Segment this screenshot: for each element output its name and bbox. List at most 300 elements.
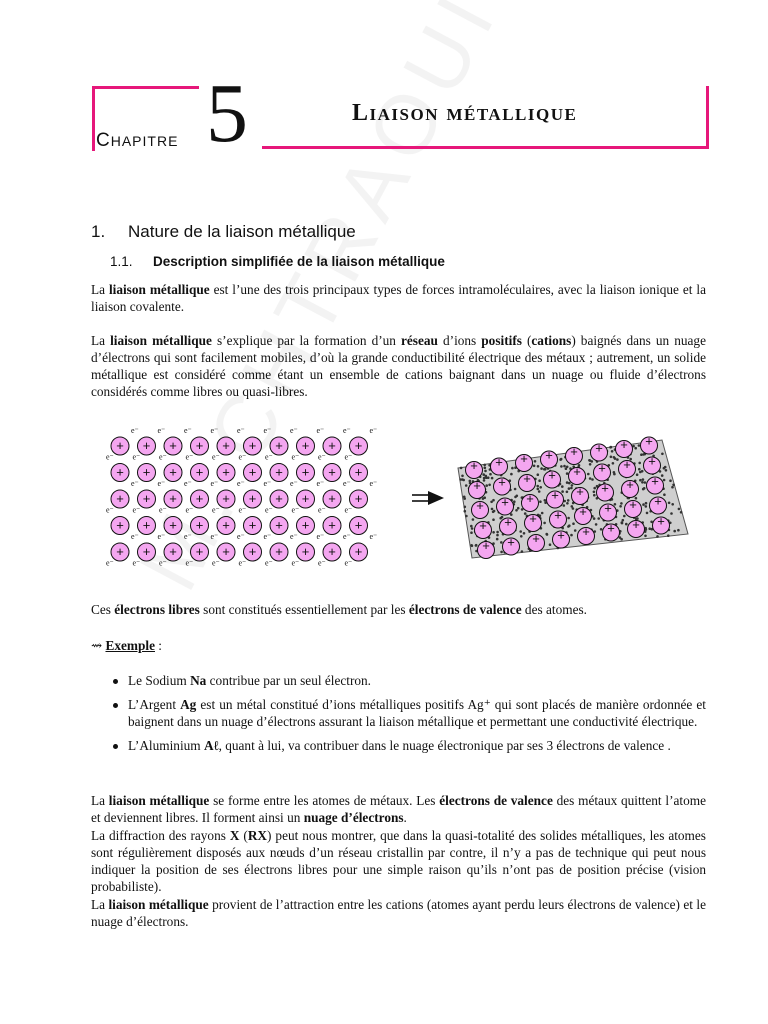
electron-dot xyxy=(510,473,513,476)
electron-dot xyxy=(534,460,537,463)
text: sont constitués essentiellement par les xyxy=(199,602,409,617)
electron: e⁻ xyxy=(263,479,272,488)
electron-dot xyxy=(641,481,644,484)
cation-sign: + xyxy=(520,451,528,467)
electron-dot xyxy=(570,534,573,537)
electron-dot xyxy=(671,503,674,506)
text: est l’une des trois principaux types de forces intramoléculaires, avec la liaison ionique et la liaison covalente. xyxy=(91,282,706,314)
bold-term: nuage d’électrons xyxy=(303,810,404,825)
cation-sign: + xyxy=(354,464,363,480)
electron: e⁻ xyxy=(131,426,139,435)
section-heading xyxy=(91,222,356,242)
electron: e⁻ xyxy=(184,426,192,435)
electron-dot xyxy=(475,544,478,547)
cation-sign: + xyxy=(169,438,177,453)
arrow-head xyxy=(428,491,444,505)
electron-dot xyxy=(465,484,468,487)
cation-sign: + xyxy=(275,438,283,453)
cation-sign: + xyxy=(498,474,506,490)
chapter-title: Liaison métallique xyxy=(352,100,578,126)
electron-dot xyxy=(464,510,467,513)
cation-sign: + xyxy=(248,438,257,453)
chapter-label xyxy=(96,130,178,152)
cation-sign: + xyxy=(116,544,124,559)
electron: e⁻ xyxy=(159,558,167,568)
electron: e⁻ xyxy=(318,558,326,568)
electron-dot xyxy=(500,541,503,544)
electron-dot xyxy=(496,538,499,541)
electron-dot xyxy=(484,467,487,470)
text: La diffraction des rayons xyxy=(91,828,230,843)
electron-dot xyxy=(567,517,570,520)
electron: e⁻ xyxy=(369,479,378,488)
subsection-title: Description simplifiée de la liaison métallique xyxy=(153,254,445,269)
list-item xyxy=(110,737,706,754)
electron: e⁻ xyxy=(210,479,219,488)
cation-sign: + xyxy=(248,544,257,559)
electron-dot xyxy=(501,516,504,519)
bold-term: liaison métallique xyxy=(108,282,210,297)
electron-dot xyxy=(613,473,616,476)
cation-sign: + xyxy=(495,454,503,470)
cation-sign: + xyxy=(629,497,637,513)
electron-dot xyxy=(492,531,495,534)
list-item xyxy=(110,696,706,730)
cation-sign: + xyxy=(470,458,478,474)
electron-dot xyxy=(537,465,540,468)
electron-dot xyxy=(470,531,473,534)
cation-sign: + xyxy=(301,544,310,559)
cation-sign: + xyxy=(328,544,336,559)
electron-dot xyxy=(593,517,596,520)
example-heading xyxy=(91,638,162,654)
electron-dot xyxy=(496,534,499,537)
electron: e⁻ xyxy=(265,452,273,462)
electron-dot xyxy=(560,465,563,468)
electron-dot xyxy=(623,515,626,518)
electron: e⁻ xyxy=(237,532,245,541)
cation-sign: + xyxy=(301,491,310,506)
cation-sign: + xyxy=(275,464,283,480)
cation-sign: + xyxy=(551,487,559,503)
electron-dot xyxy=(642,488,645,491)
electron-dot xyxy=(460,467,463,470)
electron-dot xyxy=(484,470,487,473)
electron-dot xyxy=(523,532,526,535)
cation-sign: + xyxy=(504,514,512,530)
electron-dot xyxy=(519,530,522,533)
bold-term: réseau xyxy=(401,333,438,348)
electron-dot xyxy=(515,509,518,512)
electron: e⁻ xyxy=(159,505,167,515)
cation-sign: + xyxy=(354,517,363,533)
electron-dot xyxy=(488,484,491,487)
electron: e⁻ xyxy=(212,505,220,515)
cation-sign: + xyxy=(222,517,230,533)
electron-dot xyxy=(593,491,596,494)
cation-sign: + xyxy=(657,513,665,529)
cation-sign: + xyxy=(195,544,204,559)
electron-dot xyxy=(533,465,536,468)
chapter-label-rest: HAPITRE xyxy=(110,133,179,149)
electron-dot xyxy=(471,527,474,530)
cation-sign: + xyxy=(142,491,151,506)
cation-sign: + xyxy=(169,491,177,506)
electron-dot xyxy=(539,500,542,503)
cation-sign: + xyxy=(623,457,631,473)
electron-dot xyxy=(641,470,644,473)
electron-dot xyxy=(492,518,495,521)
electron-dot xyxy=(544,468,547,471)
cation-sign: + xyxy=(507,534,515,550)
electron-dot xyxy=(541,512,544,515)
electron-dot xyxy=(663,467,666,470)
cation-sign: + xyxy=(275,491,283,506)
text: , quant à lui, va contribuer dans le nuage électronique par ses 3 électrons de valence . xyxy=(218,738,671,753)
electron: e⁻ xyxy=(132,452,141,462)
electron-dot xyxy=(610,446,613,449)
electron: e⁻ xyxy=(157,532,166,541)
electron: e⁻ xyxy=(316,479,325,488)
electron: e⁻ xyxy=(185,505,194,515)
cation-sign: + xyxy=(595,440,603,456)
electron-dot xyxy=(646,512,649,515)
cation-sign: + xyxy=(222,491,230,506)
text: est un métal constitué d’ions métalliques positifs Ag⁺ qui sont placés de manière ordonnée et baignent dans un nuage d’électrons assurant la liaison métallique et permettant une conductivité électrique. xyxy=(128,697,706,729)
cation-sign: + xyxy=(301,438,310,453)
electron-dot xyxy=(520,535,523,538)
electron: e⁻ xyxy=(318,505,326,515)
electron-dot xyxy=(524,512,527,515)
electron: e⁻ xyxy=(212,452,220,462)
cation-sign: + xyxy=(169,544,177,559)
cation-sign: + xyxy=(248,464,257,480)
electron-dot xyxy=(636,473,639,476)
electron-dot xyxy=(568,487,571,490)
bold-term: liaison métallique xyxy=(108,793,210,808)
electron-dot xyxy=(568,482,571,485)
electron: e⁻ xyxy=(316,426,325,435)
electron-dot xyxy=(463,496,466,499)
electron-dot xyxy=(469,480,472,483)
cation-sign: + xyxy=(248,491,257,506)
electron: e⁻ xyxy=(106,558,114,568)
ordered-lattice xyxy=(106,426,377,568)
electron-dot xyxy=(663,493,666,496)
electron-dot xyxy=(616,458,619,461)
cation-sign: + xyxy=(354,438,363,453)
electron-dot xyxy=(544,499,547,502)
text: La xyxy=(91,282,109,297)
electron-dot xyxy=(593,487,596,490)
paragraph-description xyxy=(91,332,706,400)
electron-dot xyxy=(645,502,648,505)
text: Ces xyxy=(91,602,115,617)
cation-sign: + xyxy=(328,517,336,533)
electron: e⁻ xyxy=(263,532,272,541)
cation-sign: + xyxy=(222,438,230,453)
electron-dot xyxy=(485,484,488,487)
cation-sign: + xyxy=(142,544,151,559)
example-label: Exemple xyxy=(105,638,155,653)
electron-dot xyxy=(521,550,524,553)
electron: e⁻ xyxy=(157,479,166,488)
text: des atomes. xyxy=(521,602,587,617)
text: La xyxy=(91,897,109,912)
cation-sign: + xyxy=(248,517,257,533)
electron-dot xyxy=(561,485,564,488)
cation-sign: + xyxy=(626,477,634,493)
electron-dot xyxy=(640,453,643,456)
cation-sign: + xyxy=(301,517,310,533)
bold-term: cations xyxy=(531,333,572,348)
electron-dot xyxy=(677,529,680,532)
section-title: Nature de la liaison métallique xyxy=(128,222,356,241)
cation-sign: + xyxy=(222,544,230,559)
electron: e⁻ xyxy=(238,505,247,515)
electron-dot xyxy=(549,543,552,546)
text: ) peut nous montrer, que dans la quasi-totalité des solides métalliques, les atomes sont régulièrement disposés aux nœuds d’un réseau cristallin par contre, il n’y a pas de technique qui peut nous indiquer la position de ses électrons libres pour une simple raison qu’ils n’ont pas de position précise (vision probabiliste). xyxy=(91,828,706,894)
electron: e⁻ xyxy=(238,452,247,462)
paragraph-diffraction xyxy=(91,827,706,895)
electron-dot xyxy=(489,473,492,476)
electron-dot xyxy=(668,502,671,505)
electron-dot xyxy=(614,503,617,506)
electron: e⁻ xyxy=(238,558,247,568)
text: L’Aluminium xyxy=(128,738,204,753)
cation-sign: + xyxy=(607,520,615,536)
electron: e⁻ xyxy=(344,558,353,568)
cation-sign: + xyxy=(354,544,363,559)
electron-dot xyxy=(514,496,517,499)
cation-sign: + xyxy=(195,464,204,480)
electron-dot xyxy=(610,456,613,459)
electron: e⁻ xyxy=(132,558,141,568)
electron-dot xyxy=(638,462,641,465)
electron-dot xyxy=(621,521,624,524)
cation-sign: + xyxy=(328,438,336,453)
electron-dot xyxy=(561,490,564,493)
electron-dot xyxy=(595,523,598,526)
electron-dot xyxy=(543,522,546,525)
electron: e⁻ xyxy=(210,426,219,435)
bold-term: X xyxy=(229,828,240,843)
electron: e⁻ xyxy=(132,505,141,515)
electron-dot xyxy=(483,464,486,467)
text: provient de l’attraction entre les cations (atomes ayant perdu leurs électrons de valence) et le nuage d’électrons. xyxy=(91,897,706,929)
electron-dot xyxy=(465,515,468,518)
cation-sign: + xyxy=(573,464,581,480)
electron-dot xyxy=(642,478,645,481)
electron-dot xyxy=(656,535,659,538)
text: se forme entre les atomes de métaux. Les xyxy=(209,793,440,808)
electron-dot xyxy=(612,462,615,465)
electron-dot xyxy=(482,473,485,476)
cation-sign: + xyxy=(570,444,578,460)
cation-sign: + xyxy=(328,464,336,480)
electron: e⁻ xyxy=(343,479,351,488)
cation-sign: + xyxy=(195,517,204,533)
electron-dot xyxy=(464,506,467,509)
text: L’Argent xyxy=(128,697,181,712)
electron-dot xyxy=(517,507,520,510)
electron-dot xyxy=(536,485,539,488)
paragraph-formation xyxy=(91,792,706,826)
electron-dot xyxy=(644,535,647,538)
electron-dot xyxy=(490,501,493,504)
electron-dot xyxy=(600,528,603,531)
electron-dot xyxy=(593,494,596,497)
electron-dot xyxy=(483,477,486,480)
electron-dot xyxy=(566,491,569,494)
electron-dot xyxy=(639,479,642,482)
bold-term: liaison métallique xyxy=(110,333,212,348)
electron-dot xyxy=(568,524,571,527)
bold-term: Na xyxy=(190,673,207,688)
electron-dot xyxy=(667,534,670,537)
cation-sign: + xyxy=(142,517,151,533)
cation-sign: + xyxy=(476,498,484,514)
electron-cloud-lattice xyxy=(458,434,688,559)
text: contribue par un seul électron. xyxy=(206,673,372,688)
electron-dot xyxy=(645,505,648,508)
electron: e⁻ xyxy=(106,505,114,515)
electron-dot xyxy=(566,502,569,505)
cation-sign: + xyxy=(532,531,540,547)
cation-sign: + xyxy=(548,467,556,483)
electron-dot xyxy=(670,512,673,515)
electron-dot xyxy=(537,473,540,476)
electron: e⁻ xyxy=(185,558,194,568)
electron-dot xyxy=(591,478,594,481)
electron: e⁻ xyxy=(290,426,298,435)
cation-sign: + xyxy=(354,491,363,506)
text: ( xyxy=(239,828,248,843)
electron-dot xyxy=(589,463,592,466)
electron-dot xyxy=(620,502,623,505)
electron-dot xyxy=(589,477,592,480)
cation-sign: + xyxy=(501,494,509,510)
bold-term: liaison métallique xyxy=(108,897,209,912)
electron: e⁻ xyxy=(237,426,245,435)
cation-sign: + xyxy=(579,504,587,520)
electron-dot xyxy=(619,536,622,539)
paragraph-attraction xyxy=(91,896,706,930)
electron-dot xyxy=(470,525,473,528)
cation-sign: + xyxy=(482,538,490,554)
electron: e⁻ xyxy=(263,426,272,435)
electron-dot xyxy=(672,484,675,487)
electron: e⁻ xyxy=(291,558,300,568)
cation-sign: + xyxy=(195,491,204,506)
bold-term: positifs xyxy=(481,333,522,348)
electron-dot xyxy=(571,484,574,487)
electron: e⁻ xyxy=(291,452,300,462)
electron: e⁻ xyxy=(131,479,139,488)
electron: e⁻ xyxy=(184,479,192,488)
electron-dot xyxy=(574,529,577,532)
example-colon: : xyxy=(154,638,163,653)
electron: e⁻ xyxy=(290,479,298,488)
electron-dot xyxy=(491,477,494,480)
paragraph-intro xyxy=(91,281,706,315)
electron-dot xyxy=(538,490,541,493)
cation-sign: + xyxy=(523,471,531,487)
cation-sign: + xyxy=(620,437,628,453)
text: La xyxy=(91,793,109,808)
chapter-number: 5 xyxy=(206,67,248,160)
cation-sign: + xyxy=(328,491,336,506)
electron-dot xyxy=(537,488,540,491)
electron-dot xyxy=(663,479,666,482)
cation-sign: + xyxy=(529,511,537,527)
cation-sign: + xyxy=(601,480,609,496)
cation-sign: + xyxy=(473,478,481,494)
bold-term: électrons de valence xyxy=(408,602,522,617)
text: d’ions xyxy=(437,333,482,348)
electron-dot xyxy=(566,481,569,484)
electron-dot xyxy=(538,479,541,482)
bold-term: Ag xyxy=(180,697,197,712)
paragraph-free-electrons xyxy=(91,601,706,618)
electron: e⁻ xyxy=(237,479,245,488)
cation-sign: + xyxy=(301,464,310,480)
cation-sign: + xyxy=(526,491,534,507)
electron-dot xyxy=(500,551,503,554)
cation-sign: + xyxy=(116,491,124,506)
cation-sign: + xyxy=(632,517,640,533)
chapter-label-initial: C xyxy=(96,130,111,151)
electron-dot xyxy=(563,504,566,507)
cation-sign: + xyxy=(604,500,612,516)
electron-dot xyxy=(496,531,499,534)
cation-sign: + xyxy=(479,518,487,534)
electron: e⁻ xyxy=(316,532,325,541)
electron-dot xyxy=(540,467,543,470)
electron: e⁻ xyxy=(185,452,194,462)
electron-dot xyxy=(622,519,625,522)
electron-dot xyxy=(665,469,668,472)
electron-dot xyxy=(461,475,464,478)
electron-dot xyxy=(611,450,614,453)
electron-dot xyxy=(513,500,516,503)
electron-dot xyxy=(634,447,637,450)
text: ) baignés dans un nuage d’électrons qui sont facilement mobiles, d’où la grande conductibilité électrique des métaux ; autrement, un solide métallique est considéré comme étant un ensemble de cations baignant dans un nuage ou fluide d’électrons considérés comme libres ou quasi-libres. xyxy=(91,333,706,399)
text: ( xyxy=(521,333,532,348)
electron-dot xyxy=(638,444,641,447)
text: des métaux quittent l’atome et deviennent libres. Il forment ainsi un xyxy=(91,793,706,825)
electron-dot xyxy=(625,523,628,526)
cation-sign: + xyxy=(645,433,653,449)
cation-sign: + xyxy=(275,544,283,559)
cation-sign: + xyxy=(169,517,177,533)
cation-sign: + xyxy=(648,453,656,469)
cation-sign: + xyxy=(116,464,124,480)
electron-dot xyxy=(680,511,683,514)
electron-dot xyxy=(642,503,645,506)
electron: e⁻ xyxy=(343,426,351,435)
cation-sign: + xyxy=(142,464,151,480)
electron-dot xyxy=(539,486,542,489)
bold-term: RX xyxy=(247,828,268,843)
cation-sign: + xyxy=(116,517,124,533)
electron: e⁻ xyxy=(265,558,273,568)
electron-dot xyxy=(614,457,617,460)
example-arrow-icon: ⇝ xyxy=(91,638,103,653)
cation-sign: + xyxy=(582,524,590,540)
electron-dot xyxy=(565,467,568,470)
cation-sign: + xyxy=(222,464,230,480)
